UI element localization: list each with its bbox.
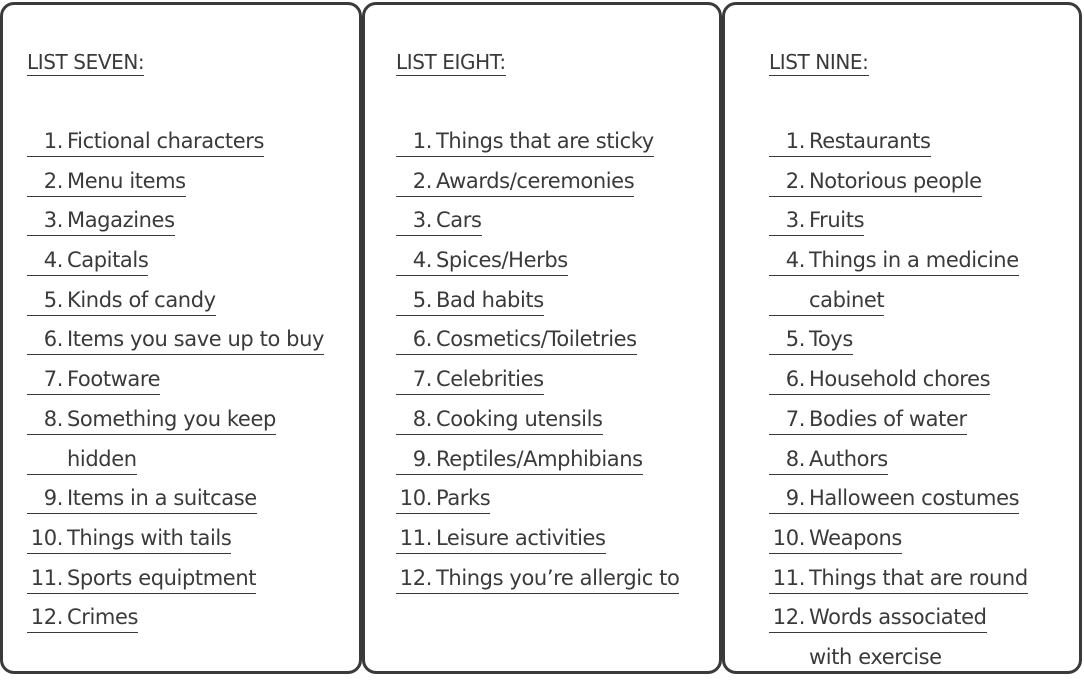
list-item-text: Sports equiptment: [67, 565, 257, 590]
list-item-text: Cooking utensils: [436, 406, 603, 431]
list-item: [27, 403, 324, 443]
list-item-text: Footware: [67, 367, 161, 392]
list-item-underline: [396, 205, 482, 236]
list-item-number: 5.: [785, 327, 805, 352]
list-item-number: 8.: [412, 406, 432, 431]
list-item-number: 12.: [772, 605, 805, 630]
list-item: [27, 363, 324, 403]
list-item-underline: [396, 364, 544, 395]
list-item: [396, 165, 679, 205]
list-item-underline: [27, 404, 276, 435]
list-nine-items: [769, 125, 1028, 681]
list-item-underline: [396, 166, 634, 197]
list-item-number: 3.: [785, 208, 805, 233]
list-eight-title: LIST EIGHT:: [396, 50, 506, 74]
list-item-text: Things in a medicine: [809, 248, 1019, 273]
list-item: [769, 363, 1028, 403]
list-nine-card: [722, 2, 1082, 674]
list-item: [396, 363, 679, 403]
list-item-text: Things that are sticky: [436, 129, 654, 153]
list-item-text: Toys: [809, 327, 853, 352]
list-item: [27, 165, 324, 205]
list-item-text: Magazines: [67, 208, 175, 233]
list-item-underline: [769, 205, 864, 236]
list-item-underline: [769, 523, 902, 554]
list-item: [27, 244, 324, 284]
list-item-text: hidden: [67, 446, 137, 471]
list-item: [27, 601, 324, 641]
list-item-text: Leisure activities: [436, 525, 606, 550]
list-item-underline: [396, 563, 679, 594]
list-item-underline: [769, 642, 942, 673]
list-item-underline: [769, 563, 1028, 594]
list-nine-title: LIST NINE:: [769, 50, 869, 74]
list-item-text: Bodies of water: [809, 406, 967, 431]
list-item-text: Items in a suitcase: [67, 486, 257, 511]
list-item-continuation: [27, 443, 324, 483]
list-item-underline: [27, 602, 138, 633]
list-item-underline: [769, 364, 990, 395]
list-item-underline: [769, 285, 884, 316]
list-seven-items: [27, 125, 324, 641]
list-item: [769, 323, 1028, 363]
list-item: [396, 204, 679, 244]
list-item-number: 4.: [785, 248, 805, 273]
list-item: [769, 403, 1028, 443]
list-item: [769, 244, 1028, 284]
list-item-text: Things that are round: [809, 565, 1028, 590]
list-item-text: Cosmetics/Toiletries: [436, 327, 637, 352]
list-seven-title: LIST SEVEN:: [27, 50, 145, 74]
list-item-number: 4.: [43, 248, 63, 273]
list-item-text: Menu items: [67, 168, 186, 193]
list-item-underline: [27, 364, 160, 395]
list-item: [27, 125, 324, 165]
list-item-number: 9.: [43, 486, 63, 511]
list-item: [396, 443, 679, 483]
list-seven-card: [0, 2, 362, 674]
list-item-number: 11.: [30, 565, 63, 590]
list-item: [396, 323, 679, 363]
list-item-number: 10.: [30, 525, 63, 550]
list-item-text: cabinet: [809, 287, 885, 312]
list-item-number: 12.: [399, 565, 432, 590]
list-item-underline: [769, 166, 982, 197]
list-item-underline: [27, 166, 186, 197]
list-item-underline: [769, 126, 931, 157]
list-item-text: Celebrities: [436, 367, 544, 392]
list-item-underline: [769, 324, 853, 355]
list-item: [396, 403, 679, 443]
list-item-underline: [769, 245, 1019, 276]
list-item-underline: [27, 126, 264, 157]
list-item-text: Words associated: [809, 605, 987, 630]
list-item: [396, 482, 679, 522]
list-item-underline: [27, 523, 231, 554]
list-item-number: 10.: [772, 525, 805, 550]
list-item-underline: [27, 483, 257, 514]
list-item-text: Household chores: [809, 367, 991, 392]
list-item-text: Crimes: [67, 605, 139, 630]
list-item-number: 12.: [30, 605, 63, 630]
list-item-number: 6.: [785, 367, 805, 392]
list-item: [396, 522, 679, 562]
list-item-number: 7.: [785, 406, 805, 431]
list-item-number: 3.: [43, 208, 63, 233]
list-item-underline: [769, 602, 987, 633]
list-item: [769, 522, 1028, 562]
list-item-underline: [27, 205, 175, 236]
list-item-number: 8.: [43, 406, 63, 431]
list-item-text: Cars: [436, 208, 482, 233]
list-item-text: Restaurants: [809, 129, 931, 153]
list-item: [396, 562, 679, 602]
list-item-underline: [27, 245, 148, 276]
list-item-text: Spices/Herbs: [436, 248, 568, 273]
list-item-number: 7.: [43, 367, 63, 392]
list-item: [396, 125, 679, 165]
list-item: [27, 323, 324, 363]
list-item: [396, 244, 679, 284]
list-item-underline: [396, 285, 544, 316]
list-item-number: 7.: [412, 367, 432, 392]
list-item: [769, 601, 1028, 641]
list-item: [27, 482, 324, 522]
list-eight-card: [362, 2, 722, 674]
list-item-number: 11.: [772, 565, 805, 590]
list-item-underline: [27, 444, 137, 475]
list-item-underline: [396, 245, 568, 276]
list-item-number: 1.: [412, 129, 432, 153]
list-item-number: 2.: [43, 168, 63, 193]
list-item-text: Notorious people: [809, 168, 982, 193]
list-item-number: 3.: [412, 208, 432, 233]
list-item-text: Reptiles/Amphibians: [436, 446, 643, 471]
list-item-underline: [396, 324, 637, 355]
list-item: [769, 443, 1028, 483]
list-item-number: 5.: [412, 287, 432, 312]
list-item-number: 8.: [785, 446, 805, 471]
list-item-number: 9.: [785, 486, 805, 511]
list-item-number: 9.: [412, 446, 432, 471]
list-item-number: 10.: [399, 486, 432, 511]
list-item-number: 2.: [412, 168, 432, 193]
list-item-text: Capitals: [67, 248, 149, 273]
list-item-number: 4.: [412, 248, 432, 273]
list-item-number: 2.: [785, 168, 805, 193]
list-item: [769, 482, 1028, 522]
list-item-text: Kinds of candy: [67, 287, 216, 312]
list-item: [27, 284, 324, 324]
list-item-underline: [27, 324, 324, 355]
list-item-underline: [769, 483, 1019, 514]
list-item-text: Parks: [436, 486, 491, 511]
list-item-underline: [396, 523, 606, 554]
list-item-text: Bad habits: [436, 287, 544, 312]
list-item-text: Things with tails: [67, 525, 232, 550]
list-item-underline: [396, 483, 490, 514]
list-item-underline: [769, 444, 888, 475]
list-item-text: Authors: [809, 446, 888, 471]
list-item-text: Weapons: [809, 525, 902, 550]
list-item-underline: [396, 126, 654, 157]
list-item-continuation: [769, 284, 1028, 324]
list-item-text: Things you’re allergic to: [436, 565, 680, 590]
list-item: [27, 204, 324, 244]
list-item-number: 1.: [785, 129, 805, 153]
list-item: [27, 562, 324, 602]
list-item-number: 5.: [43, 287, 63, 312]
list-item-text: Items you save up to buy: [67, 327, 325, 352]
list-item-text: Fruits: [809, 208, 865, 233]
list-item: [396, 284, 679, 324]
list-item-text: with exercise: [809, 644, 942, 669]
list-item-number: 1.: [43, 129, 63, 153]
list-item-continuation: [769, 641, 1028, 681]
list-item-number: 11.: [399, 525, 432, 550]
list-item: [769, 562, 1028, 602]
list-item-underline: [396, 444, 643, 475]
list-item-underline: [769, 404, 967, 435]
list-item-number: 6.: [412, 327, 432, 352]
list-item-text: Halloween costumes: [809, 486, 1020, 511]
list-item-text: Awards/ceremonies: [436, 168, 635, 193]
list-item-text: Something you keep: [67, 406, 276, 431]
list-item: [769, 204, 1028, 244]
list-item: [769, 125, 1028, 165]
list-eight-items: [396, 125, 679, 601]
list-item-underline: [27, 563, 256, 594]
list-item-underline: [396, 404, 603, 435]
list-item: [769, 165, 1028, 205]
list-item-number: 6.: [43, 327, 63, 352]
list-item-underline: [27, 285, 216, 316]
list-item-text: Fictional characters: [67, 129, 265, 153]
list-item: [27, 522, 324, 562]
